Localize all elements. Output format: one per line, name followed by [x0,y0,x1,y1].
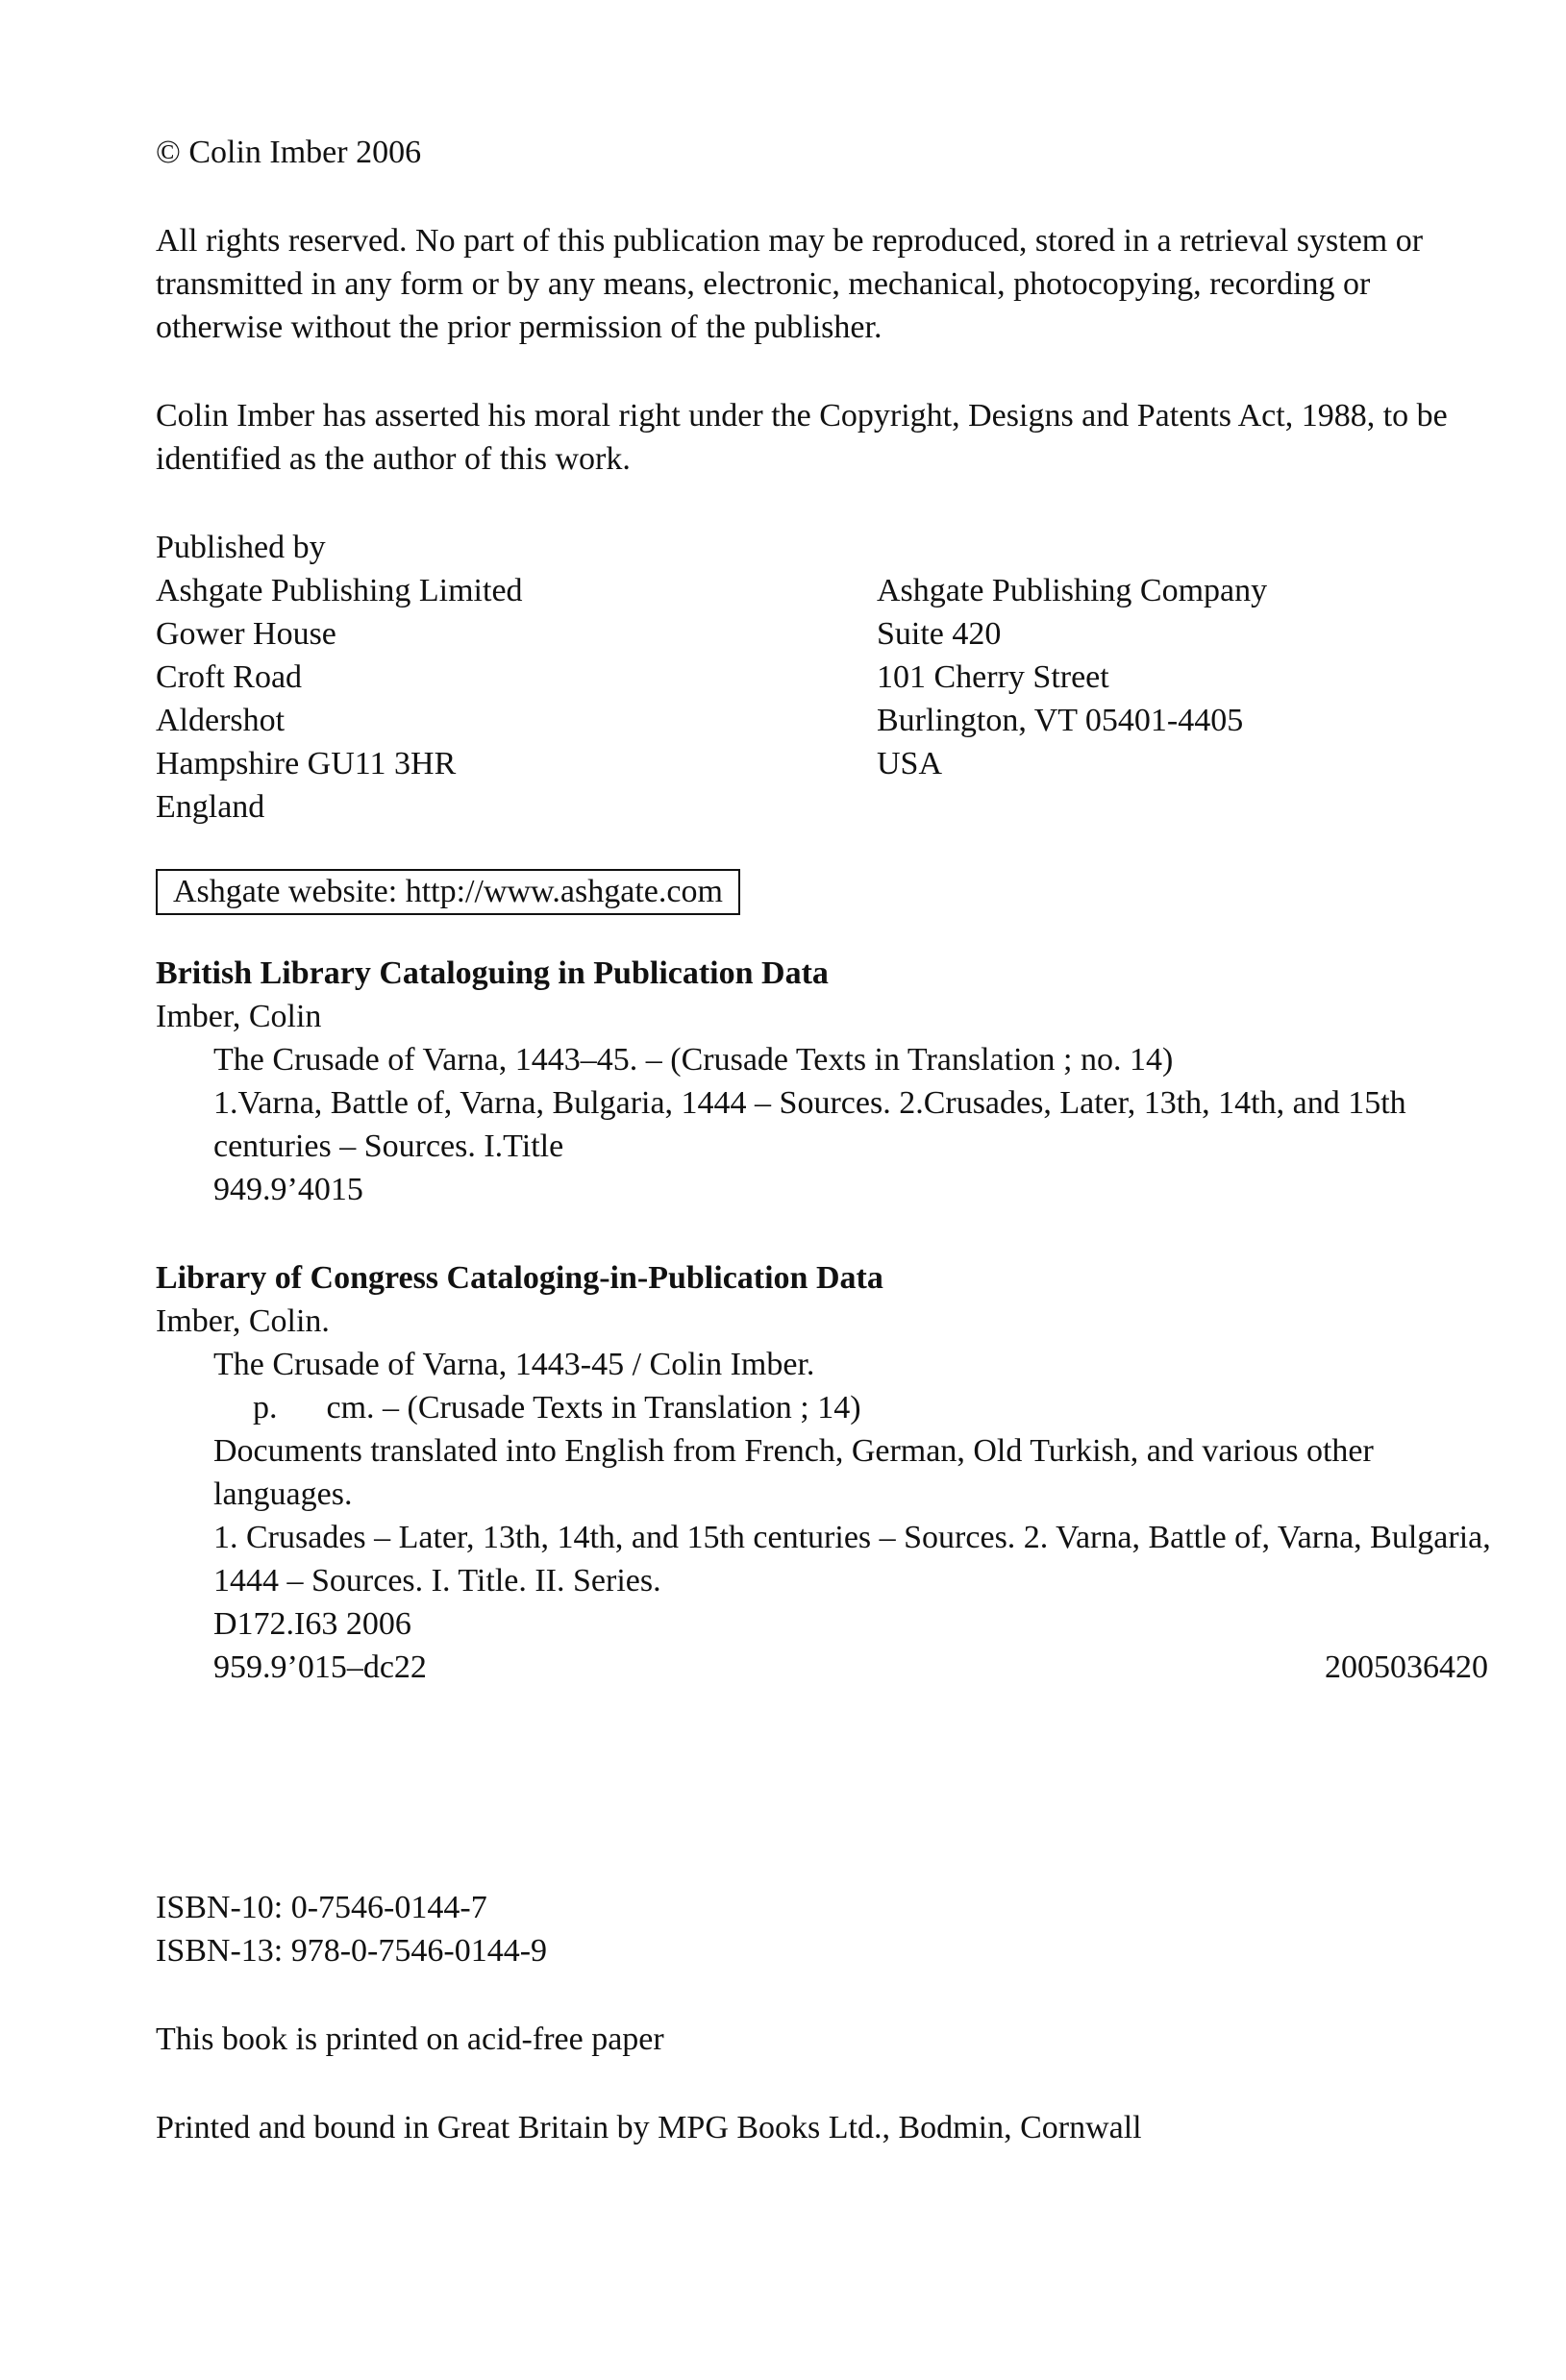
uk-address [156,569,877,829]
isbn-13: ISBN-13: 978-0-7546-0144-9 [156,1933,548,1969]
uk-address-line: Gower House [156,616,336,652]
publisher-addresses [156,569,1492,829]
loc-lccn: 2005036420 [1325,1649,1488,1685]
loc-dewey: 959.9’015–dc22 [213,1649,427,1685]
uk-address-line: Hampshire GU11 3HR [156,746,457,781]
moral-right-statement: Colin Imber has asserted his moral right under the Copyright, Designs and Patents Act, 1988, to be identified as the author of this work. [156,398,1448,477]
uk-address-line: Aldershot [156,703,286,738]
us-address-line: Burlington, VT 05401-4405 [877,703,1244,738]
us-address-line: Suite 420 [877,616,1002,652]
loc-call-number: D172.I63 2006 [213,1606,411,1642]
us-address-line: USA [877,746,943,781]
isbn-block [156,1886,1492,1972]
uk-address-line: England [156,789,265,825]
uk-address-line: Croft Road [156,659,303,695]
library-of-congress-cip [156,1256,1492,1689]
copyright-page [156,131,1492,2149]
bl-subjects: 1.Varna, Battle of, Varna, Bulgaria, 1444 – Sources. 2.Crusades, Later, 13th, 14th, and 15th centuries – Sources. I.Title [213,1085,1406,1164]
british-library-heading: British Library Cataloguing in Publication Data [156,955,829,991]
loc-heading: Library of Congress Cataloging-in-Publication Data [156,1260,883,1296]
acid-free-note: This book is printed on acid-free paper [156,2021,664,2057]
loc-physical-description: p. cm. – (Crusade Texts in Translation ; 14) [253,1390,861,1426]
loc-dewey-row [156,1646,1488,1689]
website-box: Ashgate website: http://www.ashgate.com [156,869,740,915]
published-by-label: Published by [156,530,326,565]
loc-note: Documents translated into English from French, German, Old Turkish, and various other languages. [213,1433,1374,1512]
bl-author: Imber, Colin [156,999,322,1034]
loc-author: Imber, Colin. [156,1303,330,1339]
bl-classification: 949.9’4015 [213,1172,363,1207]
uk-address-line: Ashgate Publishing Limited [156,573,523,608]
us-address [877,569,1267,829]
loc-title: The Crusade of Varna, 1443-45 / Colin Imber. [213,1347,815,1382]
us-address-line: 101 Cherry Street [877,659,1109,695]
us-address-line: Ashgate Publishing Company [877,573,1268,608]
isbn-10: ISBN-10: 0-7546-0144-7 [156,1890,487,1925]
british-library-cip [156,952,1492,1211]
bl-title: The Crusade of Varna, 1443–45. – (Crusade Texts in Translation ; no. 14) [213,1042,1174,1078]
rights-statement: All rights reserved. No part of this publication may be reproduced, stored in a retrieval system or transmitted in any form or by any means, electronic, mechanical, photocopying, recording or otherwise without the prior permission of the publisher. [156,223,1424,345]
copyright-notice: © Colin Imber 2006 [156,135,422,170]
printer-note: Printed and bound in Great Britain by MPG Books Ltd., Bodmin, Cornwall [156,2110,1142,2145]
loc-subjects: 1. Crusades – Later, 13th, 14th, and 15th centuries – Sources. 2. Varna, Battle of, Varna, Bulgaria, 1444 – Sources. I. Title. II. Series. [213,1520,1491,1599]
